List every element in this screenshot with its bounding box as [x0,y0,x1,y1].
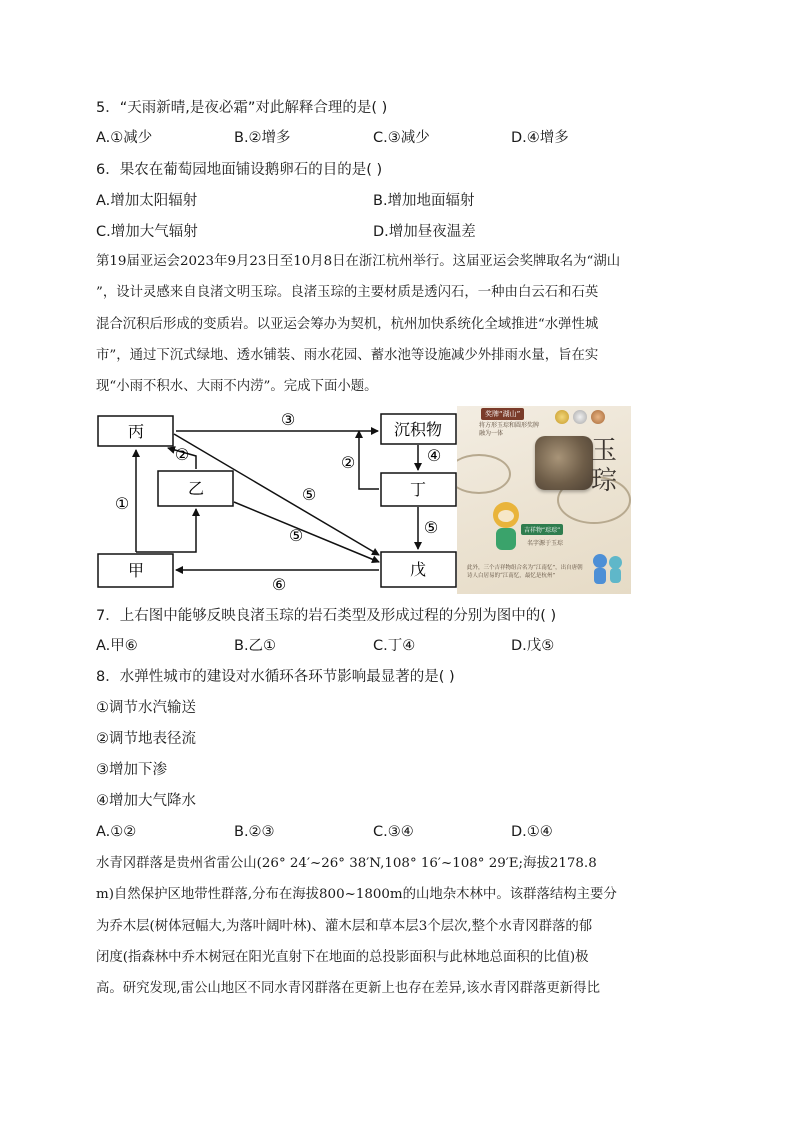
bronze-medal-icon [591,410,605,424]
node-bing-label: 丙 [127,422,145,441]
passage1-line: 混合沉积后形成的变质岩。以亚运会筹办为契机，杭州加快系统化全域推进“水弹性城 [96,316,599,332]
asian-games-poster [457,406,631,594]
q5-stem: 5．“天雨新晴,是夜必霜”对此解释合理的是( ) [96,100,388,116]
q7-option-c[interactable]: C.丁④ [373,638,416,654]
passage2-line: 为乔木层(树体冠幅大,为落叶阔叶林)、灌木层和草本层3个层次,整个水青冈群落的郁 [96,918,593,934]
node-ding-label: 丁 [409,480,427,499]
q8-item-4: ④增加大气降水 [96,793,196,809]
q5-option-d[interactable]: D.④增多 [511,130,569,146]
mascot-face-icon [498,510,514,522]
passage1-line: 第19届亚运会2023年9月23日至10月8日在浙江杭州举行。这届亚运会奖牌取名为“湖山 [96,254,621,269]
mascot-teal-body-icon [610,568,621,583]
arrow-yi-to-wu [234,502,379,562]
label-1: ① [114,494,130,513]
q8-stem: 8．水弹性城市的建设对水循环各环节影响最显著的是( ) [96,669,455,685]
label-4: ④ [426,446,442,465]
passage1-line: 市”，通过下沉式绿地、透水铺装、雨水花园、蓄水池等设施减少外排雨水量，旨在实 [96,347,599,363]
q7-stem: 7．上右图中能够反映良渚玉琮的岩石类型及形成过程的分别为图中的( ) [96,608,557,624]
label-5-upper: ⑤ [301,485,317,504]
mascot-label: 吉祥物“琮琮” [521,524,563,535]
node-yi-label: 乙 [187,479,205,498]
passage1-line: 现“小雨不积水、大雨不内涝”。完成下面小题。 [96,379,378,395]
node-sediment-label: 沉积物 [393,420,443,439]
q8-option-b[interactable]: B.②③ [234,824,275,840]
label-2-left: ② [174,445,190,464]
q8-option-c[interactable]: C.③④ [373,824,414,840]
q6-option-c[interactable]: C.增加大气辐射 [96,224,198,240]
q7-option-b[interactable]: B.乙① [234,638,277,654]
q8-item-2: ②调节地表径流 [96,731,196,747]
mascot-blue-icon [593,554,607,568]
poster-tag: 奖牌“湖山” [481,408,524,420]
q5-option-b[interactable]: B.②增多 [234,130,291,146]
q6-option-a[interactable]: A.增加太阳辐射 [96,193,198,209]
passage2-line: 高。研究发现,雷公山地区不同水青冈群落在更新上也存在差异,该水青冈群落更新得比 [96,981,600,997]
passage1-line: ”，设计灵感来自良渚文明玉琮。良渚玉琮的主要材质是透闪石，一种由白云石和石英 [96,285,599,301]
node-jia-label: 甲 [127,561,145,580]
q6-option-b[interactable]: B.增加地面辐射 [373,193,475,209]
passage-asian-games [96,246,708,402]
label-6: ⑥ [271,575,287,594]
silver-medal-icon [573,410,587,424]
gold-medal-icon [555,410,569,424]
arrow-jia-to-yi [136,509,196,552]
mascot-subtitle: 名字源于玉琮 [527,540,564,547]
q5-option-a[interactable]: A.①减少 [96,130,153,146]
node-wu-label: 戊 [409,560,427,579]
q7-option-a[interactable]: A.甲⑥ [96,638,138,654]
label-5-right: ⑤ [423,518,439,537]
label-3: ③ [280,410,296,429]
passage2-line: 水青冈群落是贵州省雷公山(26° 24′~26° 38′N,108° 16′~108° 29′E;海拔2178.8 [96,856,597,871]
label-5-lower: ⑤ [288,526,304,545]
cloud-ornament [457,454,511,494]
mascot-body-icon [496,528,516,550]
label-2-right: ② [340,453,356,472]
q8-item-3: ③增加下渗 [96,762,167,778]
q7-option-d[interactable]: D.戊⑤ [511,638,555,654]
poster-footnote: 此外，三个吉祥物组合名为“江南忆”，出自唐朝诗人白居易的“江南忆，最忆是杭州” [467,565,583,579]
q8-option-d[interactable]: D.①④ [511,824,553,840]
q6-stem: 6．果农在葡萄园地面铺设鹅卵石的目的是( ) [96,162,383,178]
poster-subtitle: 将方形玉琮和圆形奖牌融为一体 [479,422,540,437]
q5-option-c[interactable]: C.③减少 [373,130,430,146]
jade-cong-image [535,436,593,490]
passage2-line: 闭度(指森林中乔木树冠在阳光直射下在地面的总投影面积与此林地总面积的比值)极 [96,949,589,965]
mascot-blue-body-icon [594,568,606,584]
passage2-line: m)自然保护区地带性群落,分布在海拔800~1800m的山地杂木林中。该群落结构主要分 [96,887,617,903]
q8-option-a[interactable]: A.①② [96,824,137,840]
poster-title: 玉琮 [591,436,618,496]
rock-cycle-diagram [96,404,461,596]
arrow-ding-to-sediment [359,431,379,489]
passage-fagus-community [96,848,708,1004]
q8-item-1: ①调节水汽输送 [96,700,196,716]
q6-option-d[interactable]: D.增加昼夜温差 [373,224,476,240]
